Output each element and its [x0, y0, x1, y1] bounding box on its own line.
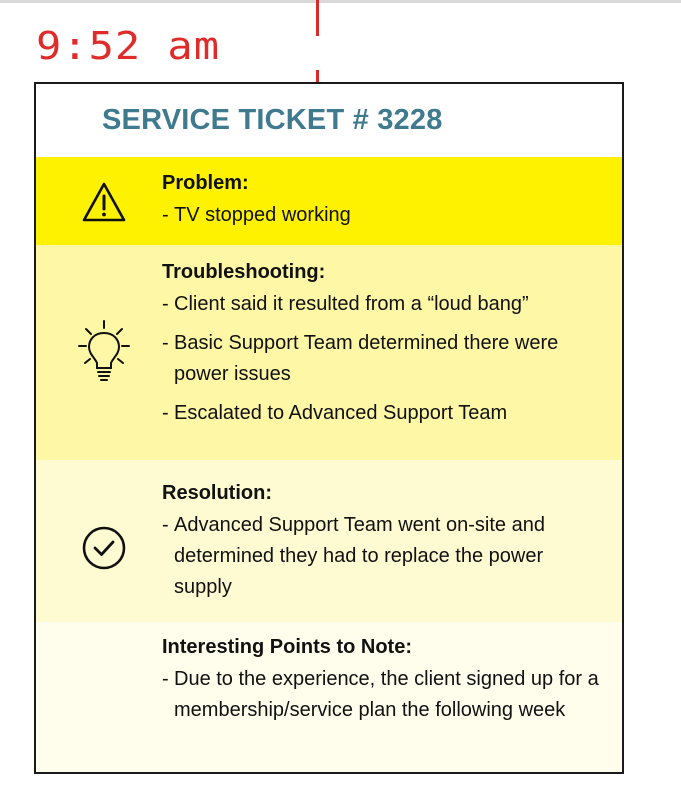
troubleshooting-content [162, 259, 602, 437]
top-divider [0, 0, 681, 3]
service-ticket-card [34, 82, 624, 774]
ticket-title: SERVICE TICKET # 3228 [102, 104, 443, 136]
problem-content [162, 170, 602, 231]
resolution-content [162, 480, 602, 603]
notes-list [162, 664, 602, 726]
clock-time: 9:52 am [36, 23, 221, 69]
troubleshooting-item: - Basic Support Team determined there were power issues [162, 328, 602, 390]
notes-section [36, 622, 622, 772]
problem-heading: Problem: [162, 172, 249, 194]
troubleshooting-section [36, 245, 622, 460]
troubleshooting-item: - Client said it resulted from a “loud bang” [162, 289, 602, 320]
troubleshooting-item: - Escalated to Advanced Support Team [162, 398, 602, 429]
warning-icon [80, 179, 128, 227]
notes-heading: Interesting Points to Note: [162, 636, 412, 658]
troubleshooting-heading: Troubleshooting: [162, 261, 326, 283]
resolution-heading: Resolution: [162, 482, 272, 504]
problem-item: - TV stopped working [162, 200, 602, 231]
clock-divider-line [316, 0, 319, 36]
resolution-list [162, 510, 602, 603]
checkmark-circle-icon [80, 524, 128, 572]
resolution-item: - Advanced Support Team went on-site and determined they had to replace the power supply [162, 510, 602, 603]
notes-item: - Due to the experience, the client signed up for a membership/service plan the following week [162, 664, 602, 726]
resolution-section [36, 460, 622, 622]
clock-divider-tick [316, 70, 319, 82]
troubleshooting-list [162, 289, 602, 429]
lightbulb-icon [76, 319, 132, 387]
problem-list [162, 200, 602, 231]
notes-content [162, 634, 602, 726]
problem-section [36, 157, 622, 245]
